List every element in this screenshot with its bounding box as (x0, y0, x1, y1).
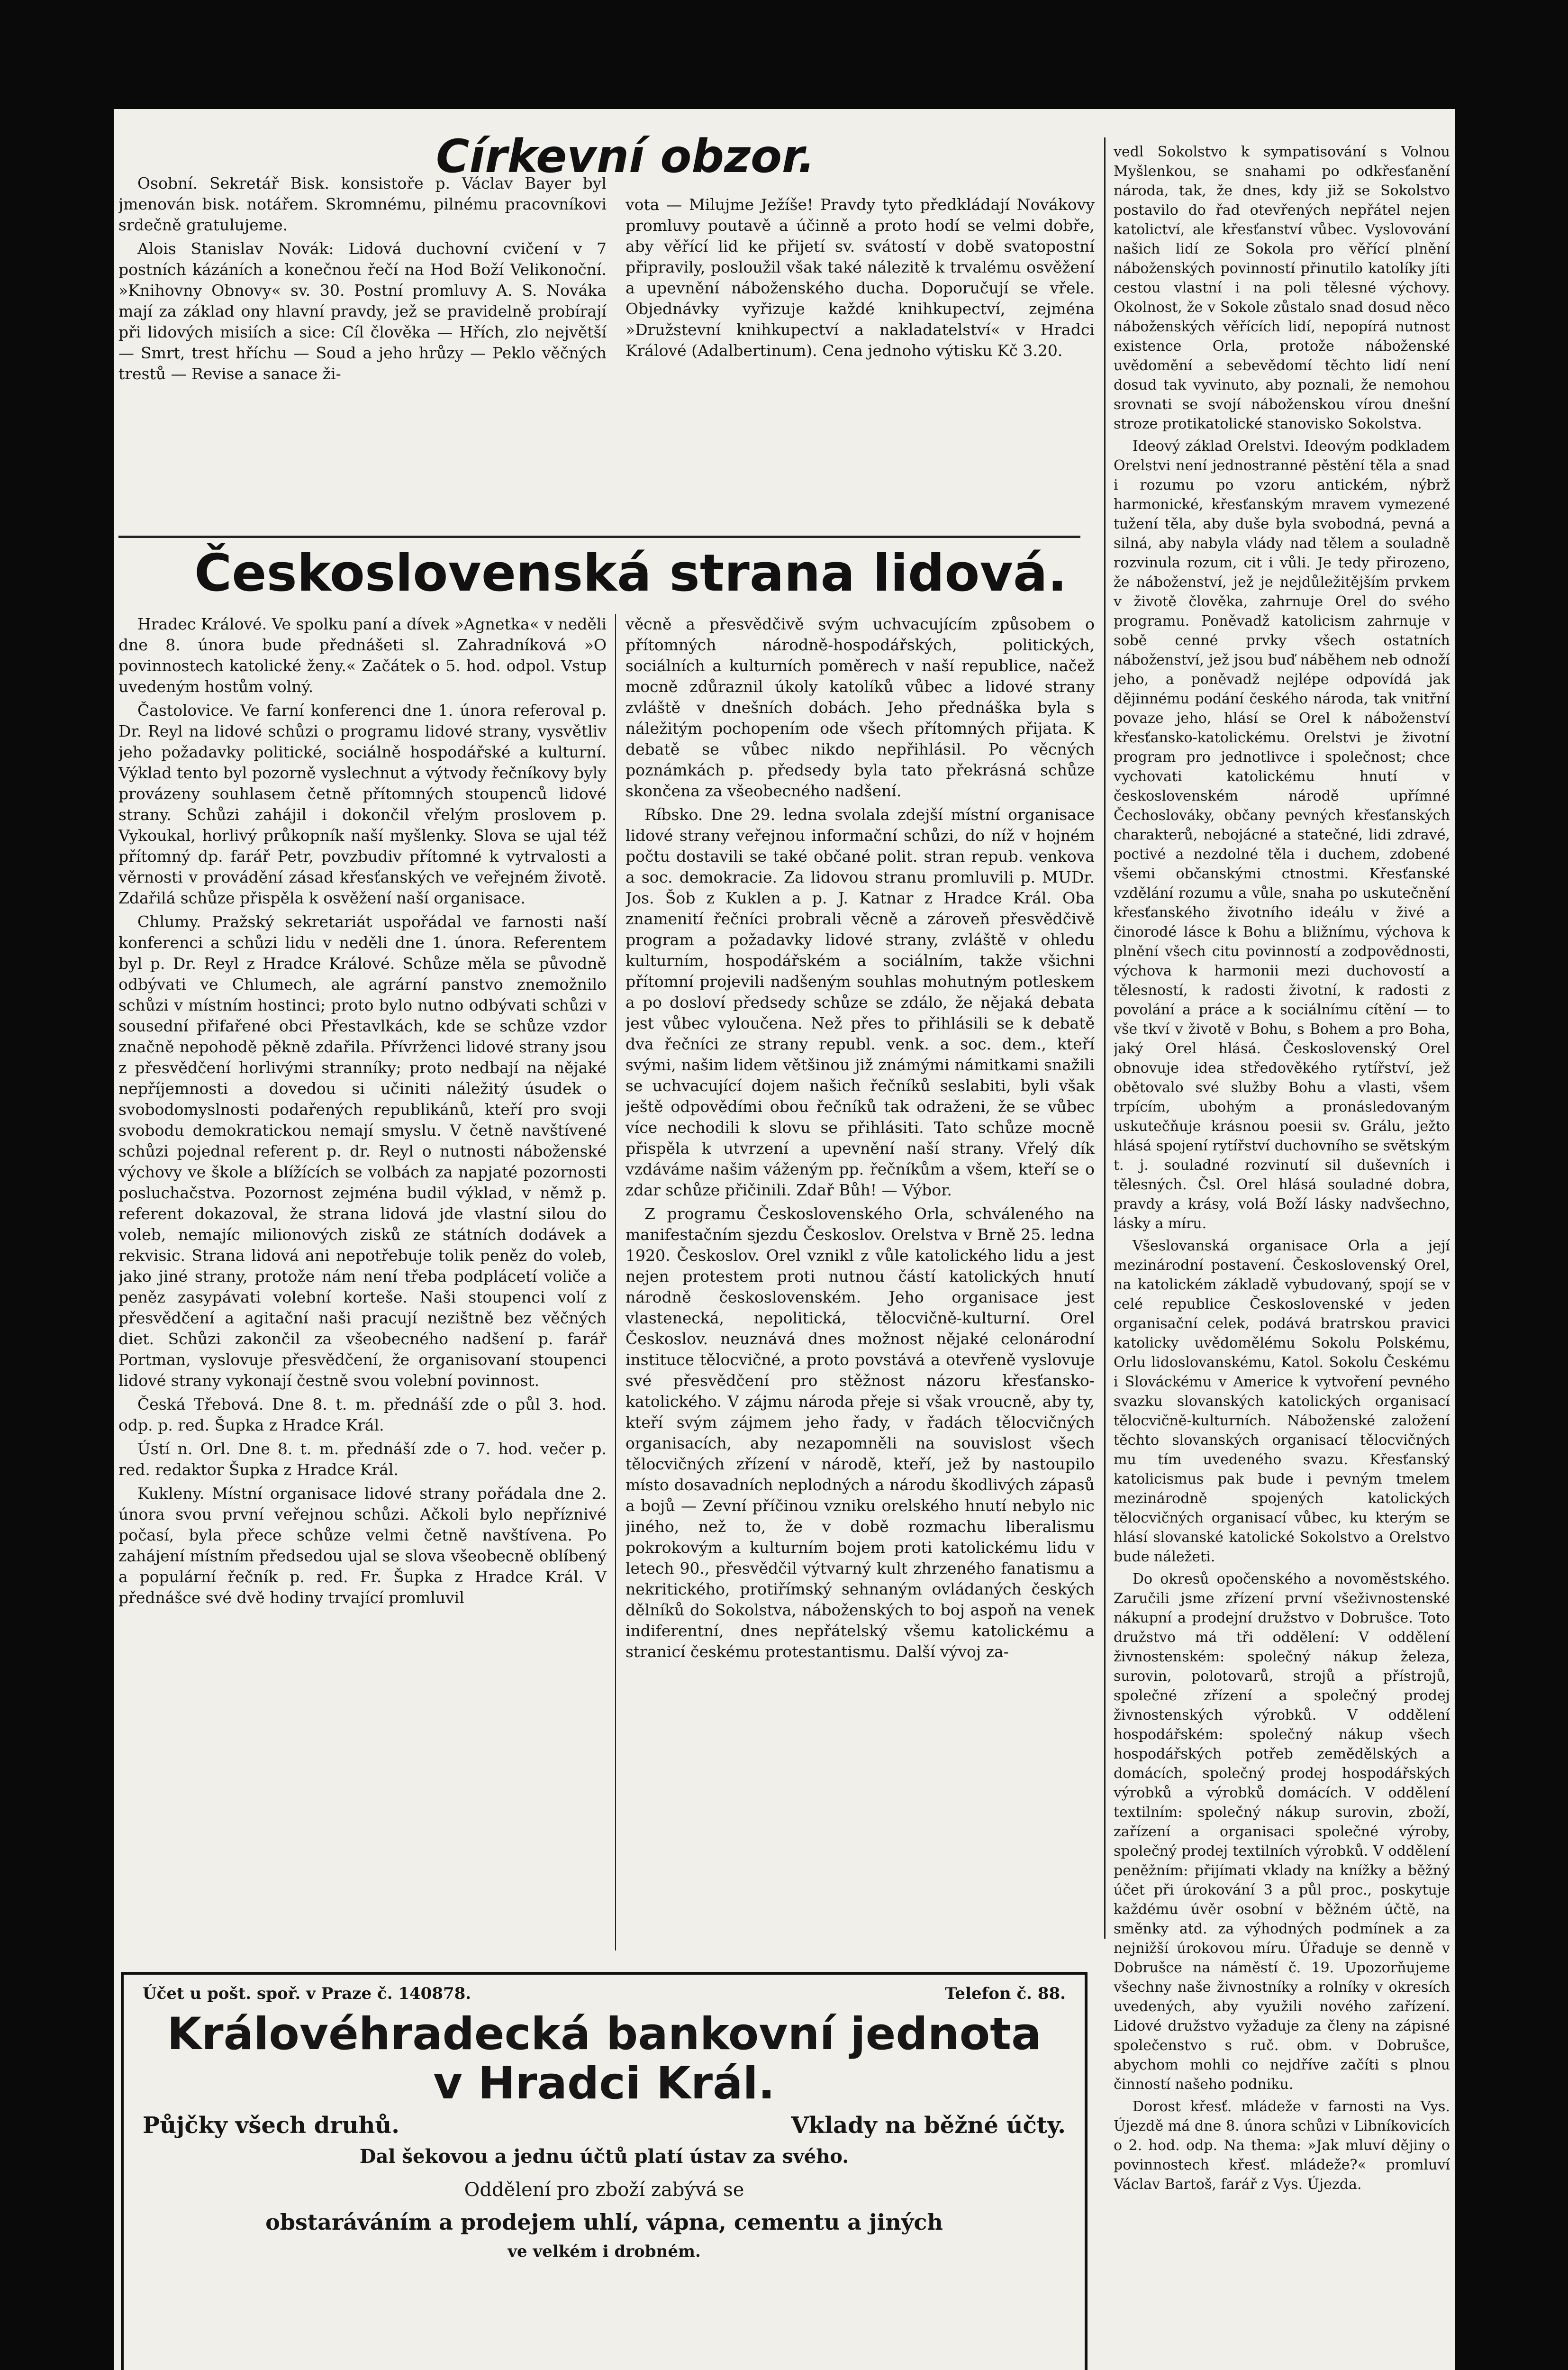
column-left-top (118, 173, 607, 540)
item-novak-cont: vota — Milujme Ježíše! Pravdy tyto předkládají Novákovy promluvy poutavě a účinně a proto hodí se velmi dobře, aby věřící lid ke přijetí sv. svátostí v době svatopostní připravily, posloužil však také nálezitě k trvalému osvěžení a upevnění náboženského ducha. Doporučují se vřele. Objednávky vyřizuje každé knihkupectví, zejména »Družstevní knihkupectví a nakladatelství« v Hradci Králové (Adalbertinum). Cena jednoho výtisku Kč 3.20. (625, 195, 1095, 360)
column-middle-bottom (625, 614, 1095, 1955)
item-kukleny: Kukleny. Místní organisace lidové strany pořádala dne 2. února svou první veřejnou schůzi. Ačkoli bylo nepříznivé počasí, byla přece schůze velmi četně navštívena. Po zahájení místním předsedou ujal se slova všeobecně oblíbený a populární řečník p. red. Fr. Šupka z Hradce Král. V přednášce své dvě hodiny trvající promluvil (118, 1484, 607, 1607)
item-personal: Osobní. Sekretář Bisk. konsistoře p. Václav Bayer byl jmenován bisk. notářem. Skromnému, pilnému pracovníkovi srdečně gratulujeme. (118, 174, 607, 234)
item-castolovice: Častolovice. Ve farní konferenci dne 1. února referoval p. Dr. Reyl na lidové schůzi o programu lidové strany, vysvětliv jeho požadavky politické, sociálně hospodářské a kulturní. Výklad tento byl pozorně vyslechnut a výtvody řečníkovy byly provázeny souhlasem četně přítomných stoupenců lidové strany. Schůzi zahájil i dokončil vřelým proslovem p. Vykoukal, horlivý průkopník naší myšlenky. Slova se ujal též přítomný dp. farář Petr, povzbudiv přítomné k vytrvalosti a věrnosti v provádění zásad křesťanských ve veřejném životě. Zdařilá schůze přispěla k osvěžení naší organisace. (118, 701, 607, 907)
item-vseslovanska: Všeslovanská organisace Orla a její mezinárodní postavení. Československý Orel, na katolickém základě vybudovaný, spojí se v celé republice Československé v jeden organisační celek, podává bratrskou pravici katolicky uvědomělému Sokolu Polskému, Orlu lidoslovanskému, Katol. Sokolu Českému i Slováckému v Americe k vytvoření pevného svazku slovanských katolických organisací tělocvičně-kulturních. Náboženské založení těchto slovanských organisací tělocvičných mu tím uvedeného svazu. Křesťanský katolicismus pak bude i pevným tmelem mezinárodně spojených katolických tělocvičných organisací vůbec, ku kterým se hlásí slovanské katolické Sokolstvo a Orelstvo bude náležeti. (1114, 1238, 1450, 1565)
bank-advertisement (121, 1972, 1088, 2370)
ad-line-6: ve velkém i drobném. (508, 2242, 701, 2261)
item-ceska-trebova: Česká Třebová. Dne 8. t. m. přednáší zde o půl 3. hod. odp. p. red. Šupka z Hradce Král. (118, 1395, 607, 1434)
item-kukleny-cont: věcně a přesvědčivě svým uchvacujícím způsobem o přítomných národně-hospodářských, politických, sociálních a kulturních poměrech v naší republice, načež mocně zdůraznil úkoly katolíků vůbec a lidové strany zvláště v dnešních dobách. Jeho přednáška byla s náležitým pochopením ode všech přítomných přijata. K debatě se vůbec nikdo nepřihlásil. Po věcných poznámkách p. předsedy byla tato překrásná schůze skončena za všeobecného nadšení. (625, 615, 1095, 800)
ad-header-row (143, 1984, 1066, 2003)
column-left-bottom (118, 614, 607, 1955)
ad-line-3: Dal šekovou a jednu účtů platí ústav za svého. (359, 2145, 849, 2168)
item-ribsko: Ríbsko. Dne 29. ledna svolala zdejší místní organisace lidové strany veřejnou informační schůzi, do níž v hojném počtu dostavili se také občané polit. stran repub. venkova a soc. demokracie. Za lidovou stranu promluvili p. MUDr. Jos. Šob z Kuklen a p. J. Katnar z Hradce Král. Oba znamenití řečníci probrali věcně a zároveň přesvědčivě program a požadavky lidové strany, zvláště v ohledu kulturním, hospodářském a sociálním, takže všichni přítomní projevili nadšeným souhlas mohutným potleskem a po dosloví předsedy schůze se zdálo, že nějaká debata jest vůbec vyloučena. Než přes to přihlásili se k debatě dva řečníci ze strany republ. venk. a soc. dem., kteří svými, našim lidem většinou již známými námitkami snažili se uchvacující dojem našich řečníků seslabiti, byli však ještě odpovědími obou řečníků tak odraženi, že se vůbec více nechodili k slovu se přihlásiti. Tato schůze mocně přispěla k utvrzení a upevnění naší strany. Vřelý dík vzdáváme našim váženým pp. řečníkům a všem, kteří se o zdar schůze přičinili. Zdař Bůh! — Výbor. (625, 805, 1095, 1199)
item-ideovy-zaklad: Ideový základ Orelstvi. Ideovým podkladem Orelstvi není jednostranné pěstění těla a snad i rozumu po vzoru antickém, nýbrž harmonické, křesťanským mravem vymezené tužení těla, aby duše byla svobodná, pevná a silná, aby nabyla vlády nad tělem a souladně rozvinula rozum, cit i vůli. Je tedy přirozeno, že náboženství, jež je nejdůležitějším prvkem v životě člověka, zahrnuje Orel do svého programu. Poněvadž katolicism zahrnuje v sobě cenné prvky všech ostatních náboženství, jež jsou buď náběhem neb odnoží jeho, a poněvadž nejlépe odpovídá jak dějinnému podání českého národa, tak vnitřní povaze jeho, hlásí se Orel k náboženství křesťansko-katolickému. Orelstvi je životní program pro jednotlivce i společnost; chce vychovati katolickému hnutí v československém národě upřímné Čechoslováky, občany pevných křesťanských charakterů, nebojácné a statečné, lidi zdravé, poctivé a nezdolné těla i duchem, zdobené všemi občanskými ctnostmi. Křesťanské vzdělání rozumu a vůle, snaha po uskutečnění křesťanského životního ideálu v živé a činorodé lásce k Bohu a bližnímu, výchova k plnění všech citu povinností a zodpovědnosti, výchova k harmonii mezi duchovostí a tělesností, k radosti životní, k radosti z povolání a práce a k sociálnímu cítění — to vše tkví v životě v Bohu, s Bohem a pro Boha, jaký Orel hlásá. Československý Orel obnovuje idea středověkého rytířství, jež obětovalo své služby Bohu a vlasti, všem trpícím, ubohým a pronásledovaným uskutečňuje krásnou poesii sv. Grálu, ježto hlásá spojení rytířství duchovního se světským t. j. souladné rozvinutí sil duševních i tělesných. Čsl. Orel hlásá souladné dobra, pravdy a krásy, volá Boží lásky nadvšechno, lásky a míru. (1114, 438, 1450, 1232)
column-middle-top (625, 194, 1095, 521)
ad-phone: Telefon č. 88. (945, 1984, 1066, 2003)
item-druzstvo: Do okresů opočenského a novoměstského. Zaručili jsme zřízení první všeživnostenské nákupní a prodejní družstvo v Dobrušce. Toto družstvo má tři oddělení: V oddělení živnostenském: společný nákup železa, surovin, polotovarů, strojů a přístrojů, společné zřízení a společný prodej živnostenských výrobků. V oddělení hospodářském: společný nákup všech hospodářských potřeb zemědělských a domácích, společný prodej hospodářských výrobků a výrobků domácích. V oddělení textilním: společný nákup surovin, zboží, zařízení a organisaci společné výroby, společný prodej textilních výrobků. V oddělení peněžním: přijímati vklady na knížky a běžný účet při úrokování 3 a půl proc., poskytuje každému úvěr osobní v běžném účtě, na směnky atd. za výhodných podmínek a za nejnižší úrokovou míru. Úřaduje se denně v Dobrušce na náměstí č. 19. Upozorňujeme všechny naše živnostníky a rolníky v okresích uvedených, aby využili nového zařízení. Lidové družstvo vyžaduje za členy na zápisné společenstvo s ruč. obm. v Dobrušce, abychom mohli co nejdříve začíti s plnou činností našeho podniku. (1114, 1571, 1450, 2093)
item-usti: Ústí n. Orl. Dne 8. t. m. přednáší zde o 7. hod. večer p. red. redaktor Šupka z Hradce Král. (118, 1440, 607, 1479)
item-sokol: vedl Sokolstvo k sympatisování s Volnou Myšlenkou, se snahami po odkřesťanění národa, tak, že dnes, kdy již se Sokolstvo postavilo do řad otevřených nepřátel nejen katolictví, ale křesťanství vůbec. Vyslovování našich lidí ze Sokola pro věřící plnění náboženských povinností přinutilo katolíky jíti cestou vlastní i na poli tělesné výchovy. Okolnost, že v Sokole zůstalo snad dosud něco náboženských věřících lidí, nepopírá nutnost existence Orla, protože náboženské uvědomění a sebevědomí těchto lidí není dosud tak vyvinuto, aby poznali, že nemohou srovnati se svojí náboženskou vírou dnešní stroze protikatolické stanovisko Sokolstva. (1114, 144, 1450, 432)
ad-slogan-row (143, 2112, 1066, 2139)
ad-deposits: Vklady na běžné účty. (791, 2112, 1066, 2139)
item-dorost: Dorost křesť. mládeže v farnosti na Vys. Újezdě má dne 8. února schůzi v Libníkovicích o 2. hod. odp. Na thema: »Jak mluví dějiny o povinnostech křesť. mládeže?« promluví Václav Bartoš, farář z Vys. Újezda. (1114, 2098, 1450, 2193)
column-separator (615, 614, 616, 1951)
section-heading-party: Československá strana lidová. (194, 544, 1067, 603)
ad-line-4: Oddělení pro zboží zabývá se (464, 2179, 744, 2201)
column-right (1114, 142, 1450, 2370)
item-chlumy: Chlumy. Pražský sekretariát uspořádal ve farnosti naší konferenci a schůzi lidu v neděli dne 1. února. Referentem byl p. Dr. Reyl z Hradce Králové. Schůze měla se původně odbývati ve Chlumech, ale agrární panstvo znemožnilo schůzi v místním hostinci; proto bylo nutno odbývati schůzi v sousední přifařené obci Přestavlkách, kde se schůze vzdor značně nepohodě pěkně zdařila. Přívrženci lidové strany jsou z přesvědčení horlivými stranníky; proto nedbají na nějaké nepříjemnosti a dovedou si učiniti náležitý úsudek o svobodomyslnosti podařených republikánů, kteří pro svoji svobodu demokratickou nemají smyslu. V četně navštívené schůzi pojednal referent p. dr. Reyl o nutnosti náboženské výchovy ve škole a blížících se volbách za napjaté pozornosti posluchačstva. Pozornost zejména budil výklad, v němž p. referent dokazoval, že strana lidová jde vlastní silou do voleb, nemajíc milionových zisků ze státních dodávek a rekvisic. Strana lidová ani nepotřebuje tolik peněz do voleb, jako jiné strany, protože nám není třeba podplácetí voliče a peněz zasypávati volební korteše. Naši stoupenci volí z přesvědčení a agitační naši pracují nezištně bez věčných diet. Schůzi zakončil za všeobecného nadšení p. farář Portman, vyslovuje přesvědčení, že organisovaní stoupenci lidové strany vykonají čestně svou volební povinnost. (118, 912, 607, 1390)
column-separator (1104, 137, 1106, 1939)
ad-line-5: obstaráváním a prodejem uhlí, vápna, cementu a jiných (265, 2209, 943, 2235)
item-orel-program: Z programu Československého Orla, schváleného na manifestačním sjezdu Českoslov. Orelstva v Brně 25. ledna 1920. Českoslov. Orel vznikl z vůle katolického lidu a jest nejen protestem proti nutnou částí katolických hnutí národně československém. Jeho organisace jest vlastenecká, nepolitická, tělocvičně-kulturní. Orel Českoslov. neuznává dnes možnost nějaké celonárodní instituce tělocvičné, a proto povstává a otevřeně vyslovuje své přesvědčení pro stěžnost názoru křesťansko-katolického. V zájmu národa přeje si však vroucně, aby ty, kteří svým zájmem jeho řady, v řadách tělocvičných organisacích, aby nezapomněli na souvislost všech tělocvičných zřízení v národě, kteří, jež by nastoupilo místo dosavadních neplodných a národu škodlivých zápasů a bojů — Zevní příčinou vzniku orelského hnutí nebylo nic jiného, než to, že v době rozmachu liberalismu pokrokovým a kulturním bojem proti katolickému lidu v letech 90., přesvědčil výtvarný kult zhrzeného fanatismu a nekritického, protiřímský sehnaným ovládaných českých dělníků do Sokolstva, náboženských to boj aspoň na venek indiferentní, dnes nepřátelský všemu katolickému a stranicí českému protestantismu. Další vývoj za- (625, 1204, 1095, 1661)
newspaper-page (114, 109, 1455, 2370)
ad-account: Účet u pošt. spoř. v Praze č. 140878. (143, 1984, 471, 2003)
ad-bank-name: Královéhradecká bankovní jednota (167, 2008, 1042, 2060)
section-heading-church: Církevní obzor. (435, 130, 816, 183)
ad-loans: Půjčky všech druhů. (143, 2112, 399, 2139)
item-hradec: Hradec Králové. Ve spolku paní a dívek »Agnetka« v neděli dne 8. února bude přednášeti sl. Zahradníková »O povinnostech katolické ženy.« Začátek o 5. hod. odpol. Vstup uvedeným hostům volný. (118, 615, 607, 696)
ad-bank-city: v Hradci Král. (433, 2058, 775, 2109)
item-novak-book: Alois Stanislav Novák: Lidová duchovní cvičení v 7 postních kázáních a konečnou řečí na Hod Boží Velikonoční. »Knihovny Obnovy« sv. 30. Postní promluvy A. S. Nováka mají za základ ony hlavní pravdy, jež se pravidelně probírají při lidových misiích a sice: Cíl člověka — Hřích, zlo největší — Smrt, trest hříchu — Soud a jeho hrůzy — Peklo věčných trestů — Revise a sanace ži- (118, 239, 607, 383)
